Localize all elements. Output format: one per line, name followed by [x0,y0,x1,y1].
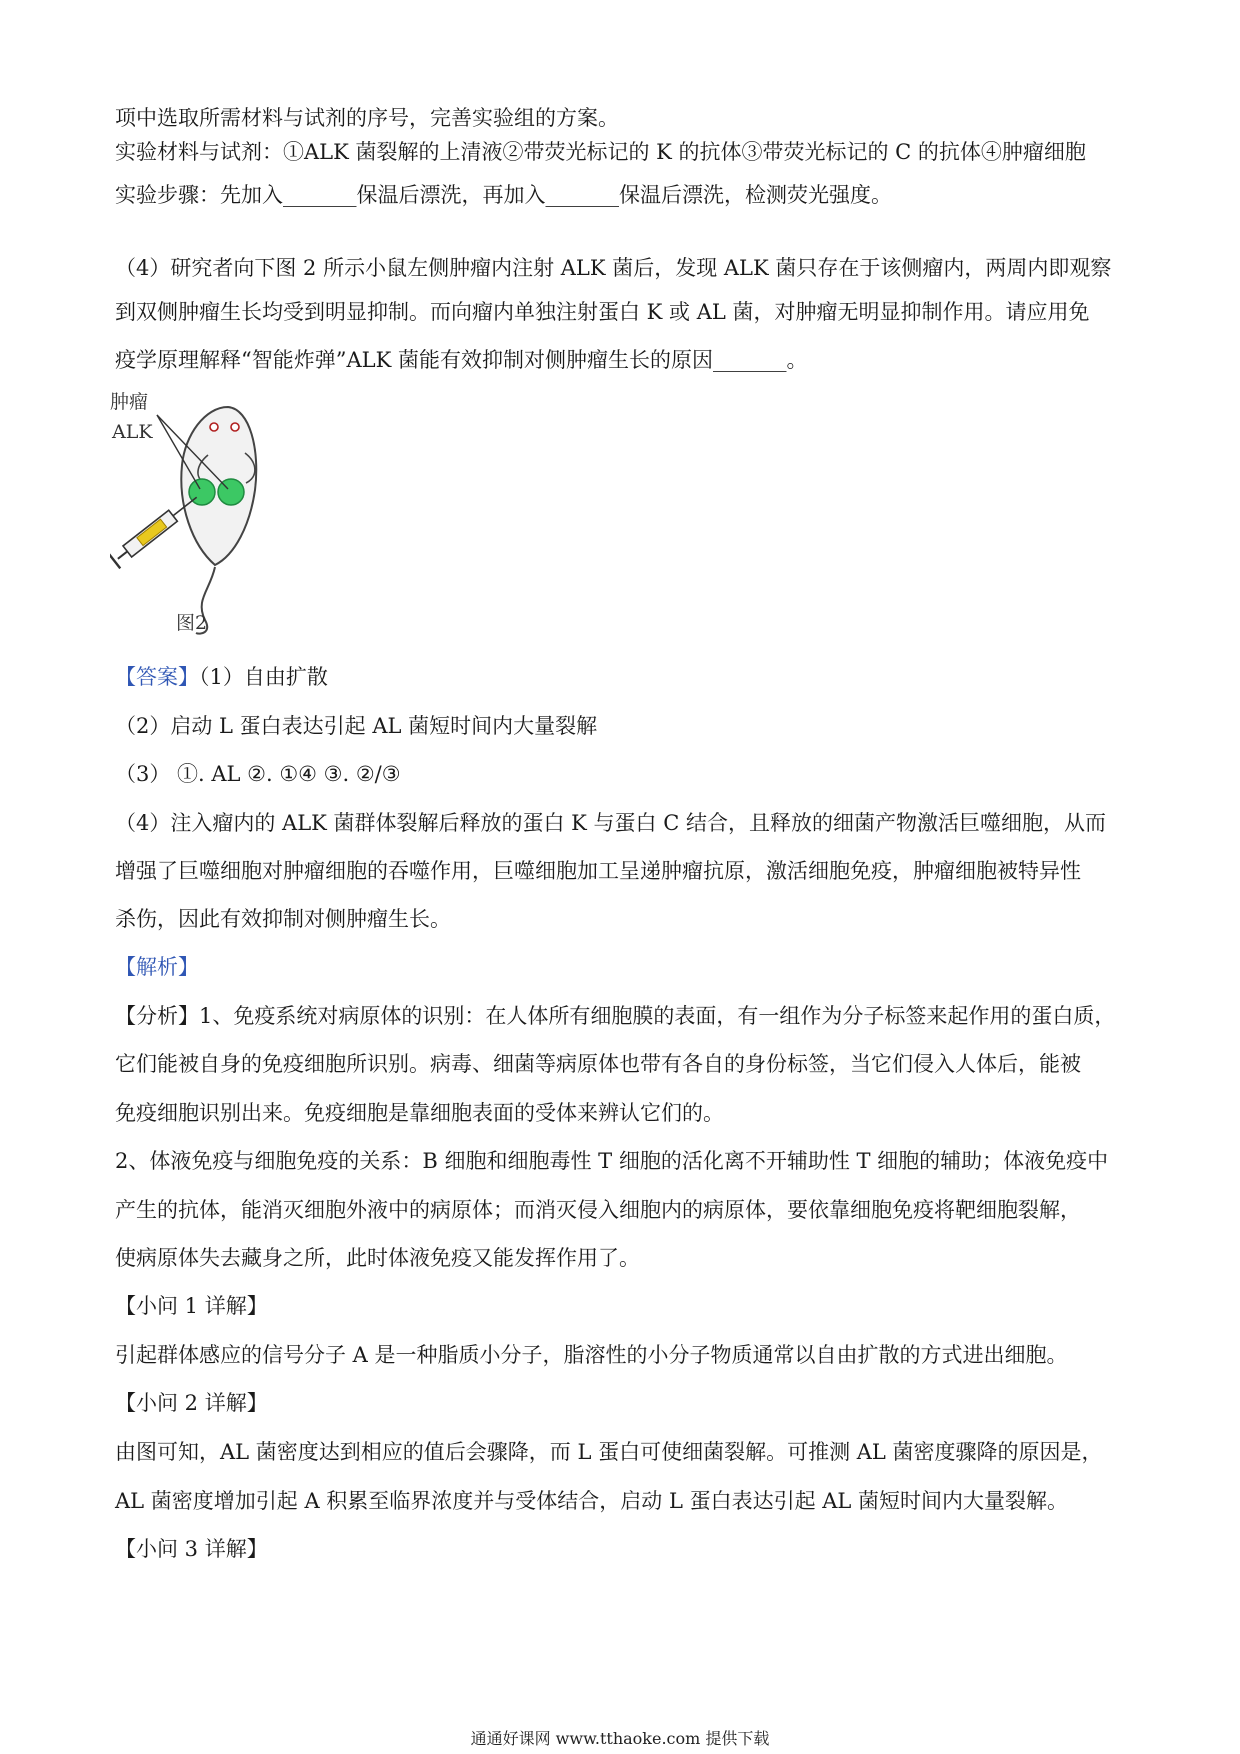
analysis-line: 它们能被自身的免疫细胞所识别。病毒、细菌等病原体也带有各自的身份标签，当它们侵入人体后，能被 [115,1052,1081,1076]
answer-q1: （1）自由扩散 [199,665,328,689]
analysis-heading: 【小问 2 详解】 [115,1391,268,1415]
answer-q4-line: 增强了巨噬细胞对肿瘤细胞的吞噬作用，巨噬细胞加工呈递肿瘤抗原，激活细胞免疫，肿瘤细胞被特异性 [115,859,1081,883]
answer-line-1 [115,663,1135,691]
question-line: 实验步骤：先加入_______保温后漂洗，再加入_______保温后漂洗，检测荧光强度。 [115,183,892,207]
answer-q4-line: （4）注入瘤内的 ALK 菌群体裂解后释放的蛋白 K 与蛋白 C 结合，且释放的细菌产物激活巨噬细胞，从而 [115,811,1106,835]
analysis-line: 引起群体感应的信号分子 A 是一种脂质小分子，脂溶性的小分子物质通常以自由扩散的方式进出细胞。 [115,1343,1068,1367]
question-line: （4）研究者向下图 2 所示小鼠左侧肿瘤内注射 ALK 菌后，发现 ALK 菌只存在于该侧瘤内，两周内即观察 [115,256,1112,280]
analysis-line: 由图可知，AL 菌密度达到相应的值后会骤降，而 L 蛋白可使细菌裂解。可推测 AL 菌密度骤降的原因是， [115,1440,1103,1464]
analysis-heading: 【小问 1 详解】 [115,1294,268,1318]
question-line: 项中选取所需材料与试剂的序号，完善实验组的方案。 [115,106,619,130]
answer-q3: （3） ①. AL ②. ①④ ③. ②/③ [115,762,401,786]
alk-label: ALK [112,421,153,443]
answer-tag: 【答案】 [115,665,199,689]
figure-caption: 图2 [176,612,208,634]
analysis-line: 产生的抗体，能消灭细胞外液中的病原体；而消灭侵入细胞内的病原体，要依靠细胞免疫将靶细胞裂解， [115,1198,1081,1222]
figure-2-mouse [110,391,300,635]
analysis-line: 【分析】1、免疫系统对病原体的识别：在人体所有细胞膜的表面，有一组作为分子标签来起作用的蛋白质， [115,1004,1116,1028]
answer-q2: （2）启动 L 蛋白表达引起 AL 菌短时间内大量裂解 [115,714,598,738]
analysis-tag: 【解析】 [115,955,199,979]
answer-q4-line: 杀伤，因此有效抑制对侧肿瘤生长。 [115,907,451,931]
tumor-label: 肿瘤 [110,391,149,413]
analysis-line: 2、体液免疫与细胞免疫的关系：B 细胞和细胞毒性 T 细胞的活化离不开辅助性 T 细胞的辅助；体液免疫中 [115,1149,1109,1173]
question-line: 实验材料与试剂：①ALK 菌裂解的上清液②带荧光标记的 K 的抗体③带荧光标记的 C 的抗体④肿瘤细胞 [115,140,1086,164]
analysis-line: 使病原体失去藏身之所，此时体液免疫又能发挥作用了。 [115,1246,640,1270]
analysis-line: AL 菌密度增加引起 A 积累至临界浓度并与受体结合，启动 L 蛋白表达引起 AL 菌短时间内大量裂解。 [115,1489,1069,1513]
question-line: 到双侧肿瘤生长均受到明显抑制。而向瘤内单独注射蛋白 K 或 AL 菌，对肿瘤无明显抑制作用。请应用免 [115,300,1090,324]
analysis-line: 免疫细胞识别出来。免疫细胞是靠细胞表面的受体来辨认它们的。 [115,1101,724,1125]
page-footer: 通通好课网 www.tthaoke.com 提供下载 [470,1729,770,1748]
question-line: 疫学原理解释“智能炸弹”ALK 菌能有效抑制对侧肿瘤生长的原因_______。 [115,348,808,372]
analysis-heading: 【小问 3 详解】 [115,1537,268,1561]
